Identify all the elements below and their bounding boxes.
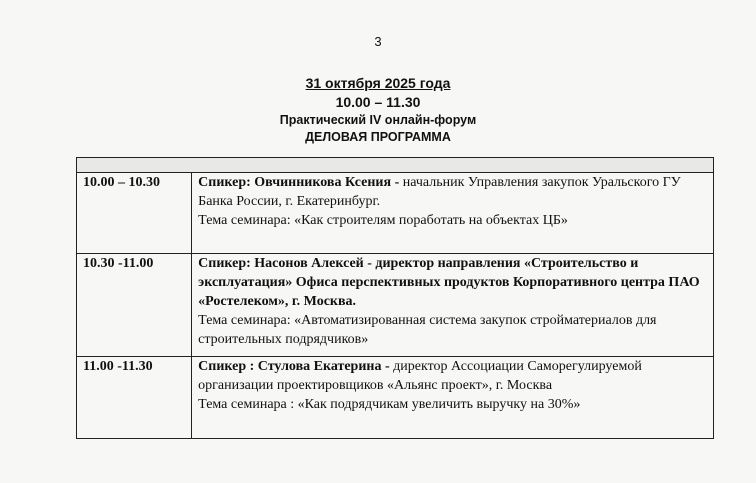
table-row [77, 173, 714, 254]
program-title: ДЕЛОВАЯ ПРОГРАММА [305, 130, 451, 144]
table-row [77, 357, 714, 439]
page-number: 3 [374, 34, 382, 49]
session-description [192, 357, 714, 439]
session-time: 11.00 -11.30 [77, 357, 192, 439]
session-time: 10.30 -11.00 [77, 254, 192, 357]
table-row [77, 254, 714, 357]
event-time: 10.00 – 11.30 [335, 94, 421, 110]
speaker-label: Спикер: Овчинникова Ксения - [198, 175, 403, 190]
table-header-cell [77, 158, 714, 173]
session-description [192, 173, 714, 254]
seminar-topic: Тема семинара: «Автоматизированная система закупок стройматериалов для строительных подрядчиков» [198, 313, 657, 347]
session-time: 10.00 – 10.30 [77, 173, 192, 254]
speaker-label: Спикер: Насонов Алексей - [198, 256, 376, 271]
speaker-role: директор направления «Строительство и эксплуатация» Офиса перспективных продуктов Корпоративного центра ПАО «Ростелеком», г. Москва. [198, 256, 700, 309]
session-description [192, 254, 714, 357]
table-header-row [77, 158, 714, 173]
speaker-role: начальник Управления закупок Уральского ГУ Банка России, г. Екатеринбург. [198, 175, 681, 209]
seminar-topic: Тема семинара : «Как подрядчикам увеличить выручку на 30%» [198, 397, 581, 412]
schedule-table [76, 157, 714, 439]
forum-title: Практический IV онлайн-форум [279, 113, 477, 127]
document-header [0, 74, 756, 146]
seminar-topic: Тема семинара: «Как строителям поработать на объектах ЦБ» [198, 213, 568, 228]
speaker-label: Спикер : Стулова Екатерина - [198, 359, 394, 374]
speaker-role: директор Ассоциации Саморегулируемой организации проектировщиков «Альянс проект», г. Москва [198, 359, 642, 393]
event-date: 31 октября 2025 года [305, 75, 451, 91]
